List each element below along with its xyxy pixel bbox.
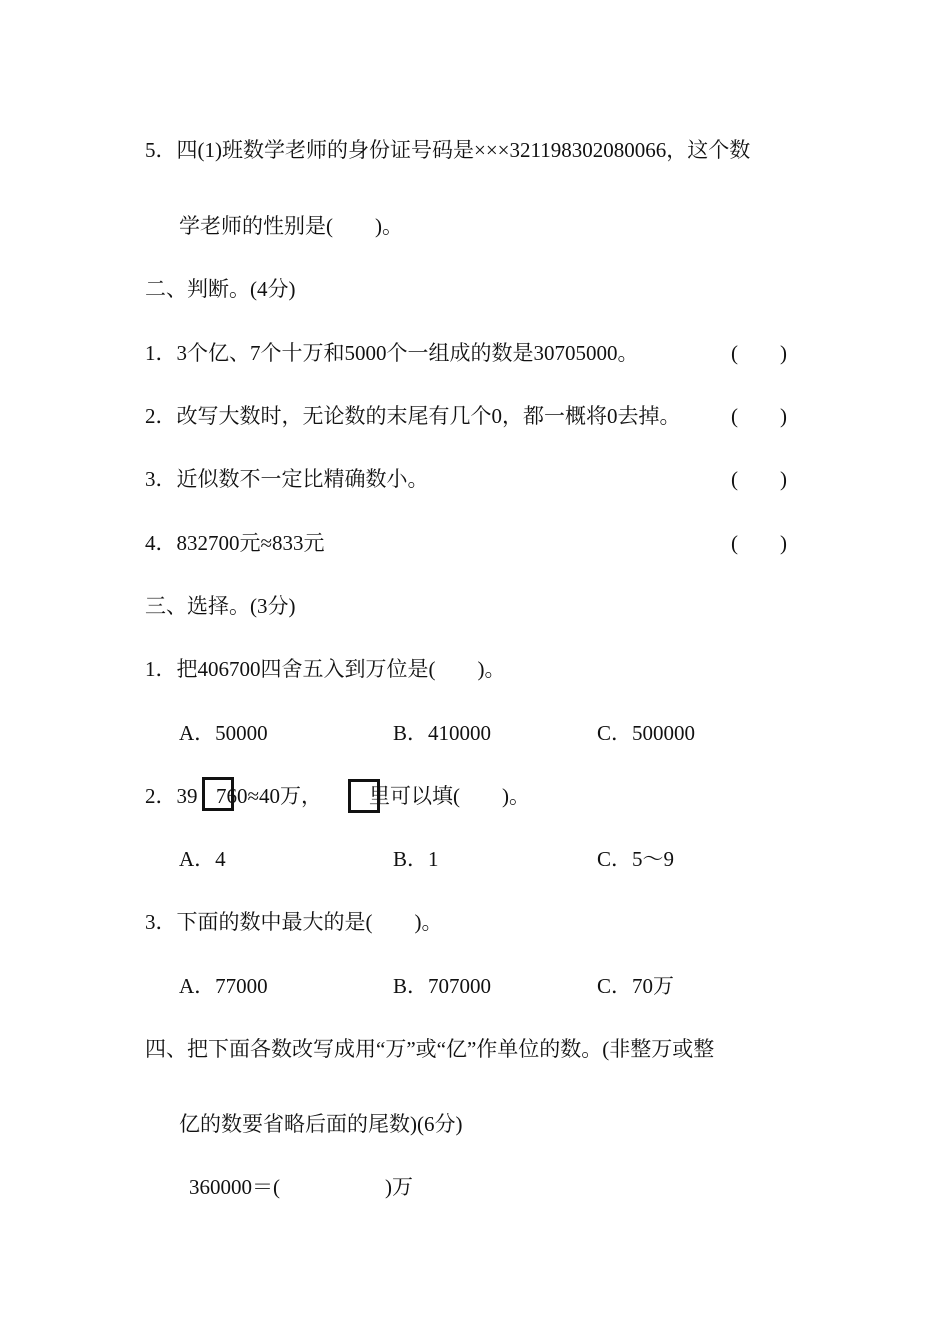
judge-answer-paren-1[interactable]: ( ) <box>731 341 787 365</box>
section-choose-heading: 三、选择。(3分) <box>145 594 296 618</box>
choose-q3-option-b[interactable]: B．707000 <box>393 974 492 998</box>
section-judge-heading: 二、判断。(4分) <box>145 277 296 301</box>
judge-item-4: 4．832700元≈833元 <box>145 531 325 555</box>
choose-q1-option-b[interactable]: B．410000 <box>393 721 492 745</box>
question-5-line-2: 学老师的性别是( )。 <box>179 214 403 238</box>
question-5-line-1: 5．四(1)班数学老师的身份证号码是×××321198302080066，这个数 <box>145 138 751 162</box>
judge-answer-paren-4[interactable]: ( ) <box>731 531 787 555</box>
judge-item-3: 3．近似数不一定比精确数小。 <box>145 467 429 491</box>
choose-q2-prefix: 2．39 <box>145 784 198 808</box>
choose-q3-option-a[interactable]: A．77000 <box>179 974 268 998</box>
choose-question-3: 3．下面的数中最大的是( )。 <box>145 910 443 934</box>
section-rewrite-heading-line-2: 亿的数要省略后面的尾数)(6分) <box>179 1112 463 1136</box>
choose-q1-option-a[interactable]: A．50000 <box>179 721 268 745</box>
choose-q3-option-c[interactable]: C．70万 <box>597 974 675 998</box>
judge-answer-paren-2[interactable]: ( ) <box>731 404 787 428</box>
choose-q2-option-c[interactable]: C．5～9 <box>597 847 675 871</box>
judge-item-1: 1．3个亿、7个十万和5000个一组成的数是30705000。 <box>145 341 639 365</box>
choose-q2-option-b[interactable]: B．1 <box>393 847 439 871</box>
section-rewrite-heading-line-1: 四、把下面各数改写成用“万”或“亿”作单位的数。(非整万或整 <box>145 1037 715 1061</box>
judge-item-2: 2．改写大数时，无论数的末尾有几个0，都一概将0去掉。 <box>145 404 681 428</box>
choose-q2-option-a[interactable]: A．4 <box>179 847 226 871</box>
choose-q1-option-c[interactable]: C．500000 <box>597 721 696 745</box>
choose-question-1: 1．把406700四舍五入到万位是( )。 <box>145 657 506 681</box>
choose-q2-middle: 760≈40万， <box>216 784 323 808</box>
rewrite-item-1: 360000＝( )万 <box>189 1175 413 1199</box>
judge-answer-paren-3[interactable]: ( ) <box>731 467 787 491</box>
choose-q2-suffix: 里可以填( )。 <box>369 784 530 808</box>
